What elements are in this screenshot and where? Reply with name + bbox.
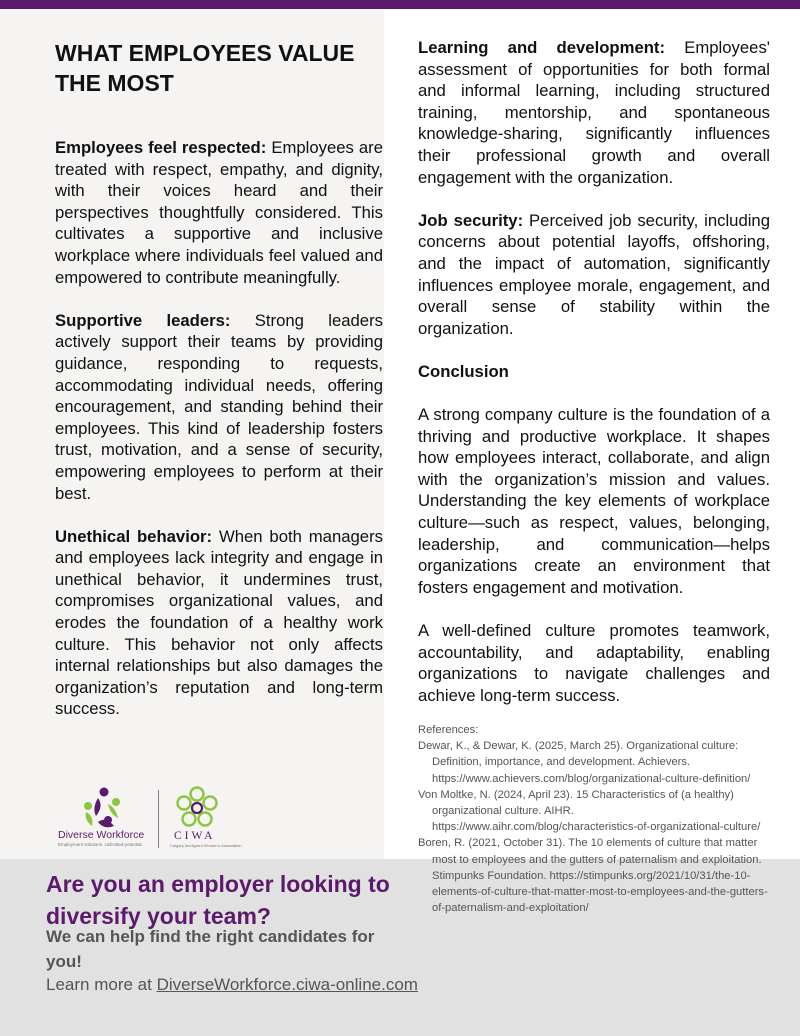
left-column xyxy=(55,137,383,742)
ciwa-tagline: Calgary Immigrant Women's Association xyxy=(170,843,242,848)
section-title: Employees feel respected: xyxy=(55,138,267,157)
section-title: Learning and development: xyxy=(418,38,666,57)
ciwa-name: CIWA xyxy=(174,830,216,842)
section-job-security xyxy=(418,210,770,340)
references-label: References: xyxy=(418,724,479,736)
section-learning-development xyxy=(418,37,770,188)
section-title: Job security: xyxy=(418,210,524,230)
cta-learn-more xyxy=(46,972,418,997)
reference-item: Dewar, K., & Dewar, K. (2025, March 25). Organizational culture: Definition, importance, and development. Achievers. https://www.achievers.com/blog/organizational-culture-definition/ xyxy=(418,740,751,785)
section-title: Unethical behavior: xyxy=(55,526,213,546)
logo-divider xyxy=(158,790,159,848)
section-text: When both managers and employees lack integrity and engage in unethical behavior, it undermines trust, compromises organizational values, and erodes the foundation of a healthy work culture. This behavior not only affects internal relationships but also damages the organization’s reputation and long-term success. xyxy=(55,526,383,719)
ciwa-ring-icon xyxy=(174,786,220,830)
diverse-workforce-link[interactable]: DiverseWorkforce.ciwa-online.com xyxy=(156,975,418,994)
cta-subtitle: We can help find the right candidates for you! xyxy=(46,927,375,971)
section-text: Employees are treated with respect, empathy, and dignity, with their voices heard and their perspectives thoughtfully considered. This cultivates a supportive and inclusive workplace where individuals feel valued and empowered to contribute meaningfully. xyxy=(55,138,383,287)
top-accent-bar xyxy=(0,0,800,9)
section-text: Perceived job security, including concerns about potential layoffs, offshoring, and the impact of automation, significantly influences employee morale, engagement, and overall sense of stability within the organization. xyxy=(418,210,770,338)
section-text: Employees' assessment of opportunities for both formal and informal learning, including structured training, mentorship, and spontaneous knowledge-sharing, significantly influences their professional growth and overall engagement with the organization. xyxy=(418,38,770,187)
cta-learn-prefix: Learn more at xyxy=(46,975,157,994)
section-supportive-leaders xyxy=(55,310,383,504)
diverse-workforce-tagline: Employment solutions. Unlimited potential. xyxy=(58,842,143,847)
ciwa-logo xyxy=(168,786,242,850)
reference-item: Boren, R. (2021, October 31). The 10 elements of culture that matter most to employees and the gutters of paternalism and exploitation. Stimpunks Foundation. https://stimpunks.org/2021/10/31/the-10-elements-of-culture-that-matter-most-to-employees-and-the-gutters-of-paternalism-and-exploitation/ xyxy=(418,837,768,915)
references xyxy=(418,722,770,916)
people-circle-icon xyxy=(78,786,126,830)
reference-item: Von Moltke, N. (2024, April 23). 15 Characteristics of (a healthy) organizational culture. AIHR. https://www.aihr.com/blog/characteristics-of-organizational-culture/ xyxy=(418,788,761,834)
section-respected xyxy=(55,137,383,288)
diverse-workforce-logo xyxy=(58,786,150,848)
cta-title: Are you an employer looking to diversify your team? xyxy=(46,871,390,929)
conclusion-heading: Conclusion xyxy=(418,361,509,381)
page-heading: WHAT EMPLOYEES VALUE THE MOST xyxy=(55,40,355,96)
section-text: Strong leaders actively support their teams by providing guidance, responding to requests, accommodating individual needs, offering encouragement, and standing behind their employees. This kind of leadership fosters trust, motivation, and a sense of security, empowering employees to perform at their best. xyxy=(55,310,383,503)
diverse-workforce-name: Diverse Workforce xyxy=(58,829,145,841)
right-column xyxy=(418,37,770,728)
partner-logos xyxy=(58,786,242,850)
section-unethical-behavior xyxy=(55,526,383,720)
conclusion-paragraph: A well-defined culture promotes teamwork, accountability, and adaptability, enabling organizations to navigate challenges and achieve long-term success. xyxy=(418,621,770,705)
section-title: Supportive leaders: xyxy=(55,310,231,330)
conclusion-paragraph: A strong company culture is the foundation of a thriving and productive workplace. It shapes how employees interact, collaborate, and align with the organization’s mission and values. Understanding the key elements of workplace culture—such as respect, values, belonging, leadership, and communication—helps organizations create an environment that fosters engagement and motivation. xyxy=(418,405,770,597)
